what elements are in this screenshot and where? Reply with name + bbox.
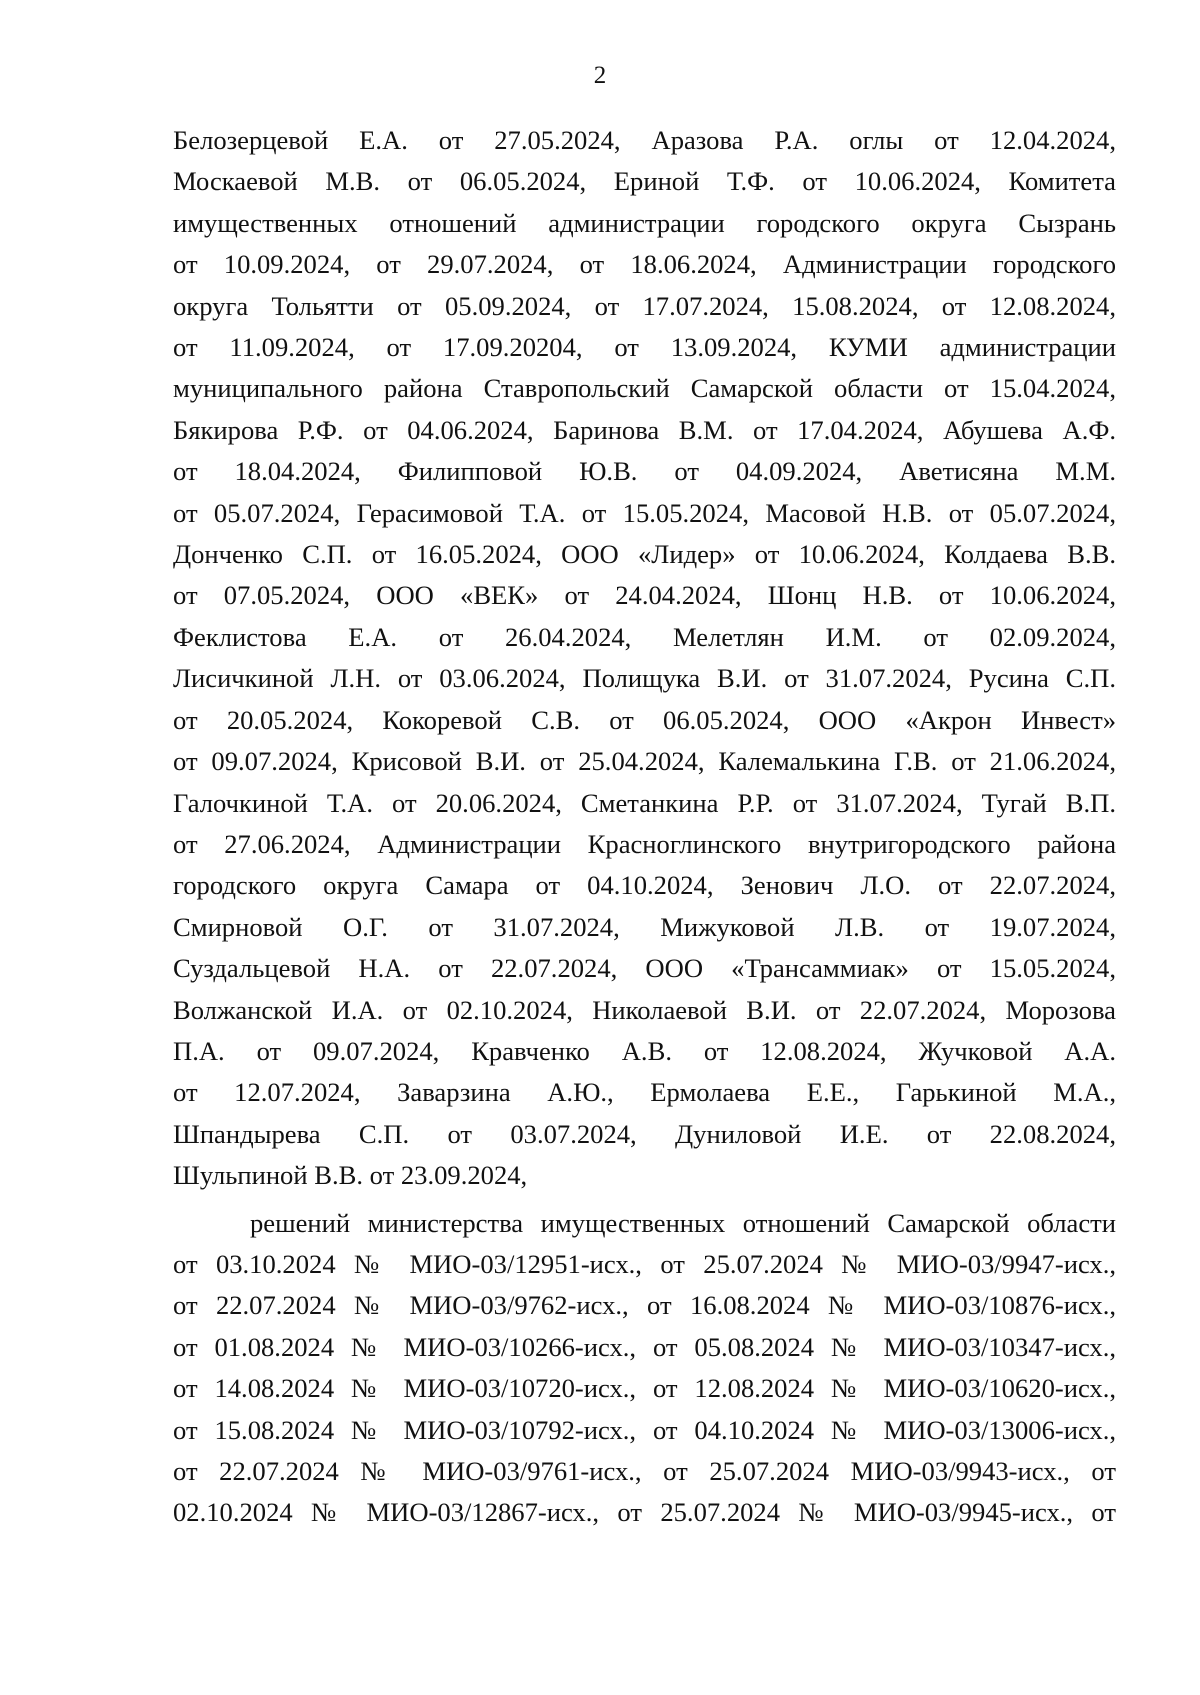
- text-line: от 18.04.2024, Филипповой Ю.В. от 04.09.2024, Аветисяна М.М.: [173, 456, 1116, 487]
- text-line: от 11.09.2024, от 17.09.20204, от 13.09.2024, КУМИ администрации: [173, 332, 1116, 363]
- text-line: муниципального района Ставропольский Самарской области от 15.04.2024,: [173, 373, 1116, 404]
- text-line: Белозерцевой Е.А. от 27.05.2024, Аразова Р.А. оглы от 12.04.2024,: [173, 125, 1116, 155]
- text-line: от 10.09.2024, от 29.07.2024, от 18.06.2024, Администрации городского: [173, 249, 1116, 280]
- text-line: Лисичкиной Л.Н. от 03.06.2024, Полищука В.И. от 31.07.2024, Русина С.П.: [173, 663, 1116, 694]
- document-body: [173, 120, 1116, 1534]
- text-line: Смирновой О.Г. от 31.07.2024, Мижуковой Л.В. от 19.07.2024,: [173, 911, 1116, 942]
- text-line: Бякирова Р.Ф. от 04.06.2024, Баринова В.М. от 17.04.2024, Абушева А.Ф.: [173, 414, 1116, 445]
- text-line: округа Тольятти от 05.09.2024, от 17.07.2024, 15.08.2024, от 12.08.2024,: [173, 290, 1116, 321]
- text-line: от 27.06.2024, Администрации Красноглинского внутригородского района: [173, 828, 1116, 859]
- text-line: от 22.07.2024 № МИО-03/9761-исх., от 25.07.2024 МИО-03/9943-исх., от: [173, 1456, 1116, 1486]
- text-line: Суздальцевой Н.А. от 22.07.2024, ООО «Трансаммиак» от 15.05.2024,: [173, 953, 1116, 984]
- paragraph-ministry-decisions: [173, 1203, 1116, 1534]
- text-line: от 09.07.2024, Крисовой В.И. от 25.04.2024, Калемалькина Г.В. от 21.06.2024,: [173, 746, 1116, 777]
- text-line: от 20.05.2024, Кокоревой С.В. от 06.05.2024, ООО «Акрон Инвест»: [173, 704, 1116, 735]
- text-line: от 03.10.2024 № МИО-03/12951-исх., от 25.07.2024 № МИО-03/9947-исх.,: [173, 1248, 1116, 1279]
- text-line: от 01.08.2024 № МИО-03/10266-исх., от 05.08.2024 № МИО-03/10347-исх.,: [173, 1331, 1116, 1362]
- page-number: 2: [593, 62, 607, 89]
- text-line: от 07.05.2024, ООО «ВЕК» от 24.04.2024, Шонц Н.В. от 10.06.2024,: [173, 580, 1116, 611]
- text-line: от 15.08.2024 № МИО-03/10792-исх., от 04.10.2024 № МИО-03/13006-исх.,: [173, 1414, 1116, 1445]
- text-line: от 22.07.2024 № МИО-03/9762-исх., от 16.08.2024 № МИО-03/10876-исх.,: [173, 1290, 1116, 1321]
- text-line: имущественных отношений администрации городского округа Сызрань: [173, 207, 1116, 238]
- text-line: Шпандырева С.П. от 03.07.2024, Дуниловой И.Е. от 22.08.2024,: [173, 1118, 1116, 1149]
- text-line: Донченко С.П. от 16.05.2024, ООО «Лидер» от 10.06.2024, Колдаева В.В.: [173, 539, 1116, 570]
- text-line: Феклистова Е.А. от 26.04.2024, Мелетлян И.М. от 02.09.2024,: [173, 621, 1116, 652]
- text-line: городского округа Самара от 04.10.2024, Зенович Л.О. от 22.07.2024,: [173, 870, 1116, 901]
- text-line: решений министерства имущественных отношений Самарской области: [250, 1207, 1116, 1238]
- paragraph-applicants: [173, 120, 1116, 1197]
- text-line: от 14.08.2024 № МИО-03/10720-исх., от 12.08.2024 № МИО-03/10620-исх.,: [173, 1373, 1116, 1404]
- text-line: Москаевой М.В. от 06.05.2024, Ериной Т.Ф. от 10.06.2024, Комитета: [173, 166, 1116, 197]
- text-line: Шульпиной В.В. от 23.09.2024,: [173, 1160, 528, 1191]
- text-line: от 12.07.2024, Заварзина А.Ю., Ермолаева Е.Е., Гарькиной М.А.,: [173, 1077, 1116, 1108]
- text-line: Галочкиной Т.А. от 20.06.2024, Сметанкина Р.Р. от 31.07.2024, Тугай В.П.: [173, 787, 1116, 818]
- text-line: от 05.07.2024, Герасимовой Т.А. от 15.05.2024, Масовой Н.В. от 05.07.2024,: [173, 497, 1116, 528]
- text-line: П.А. от 09.07.2024, Кравченко А.В. от 12.08.2024, Жучковой А.А.: [173, 1035, 1116, 1066]
- text-line: Волжанской И.А. от 02.10.2024, Николаевой В.И. от 22.07.2024, Морозова: [173, 994, 1116, 1025]
- text-line: 02.10.2024 № МИО-03/12867-исх., от 25.07.2024 № МИО-03/9945-исх., от: [173, 1497, 1116, 1528]
